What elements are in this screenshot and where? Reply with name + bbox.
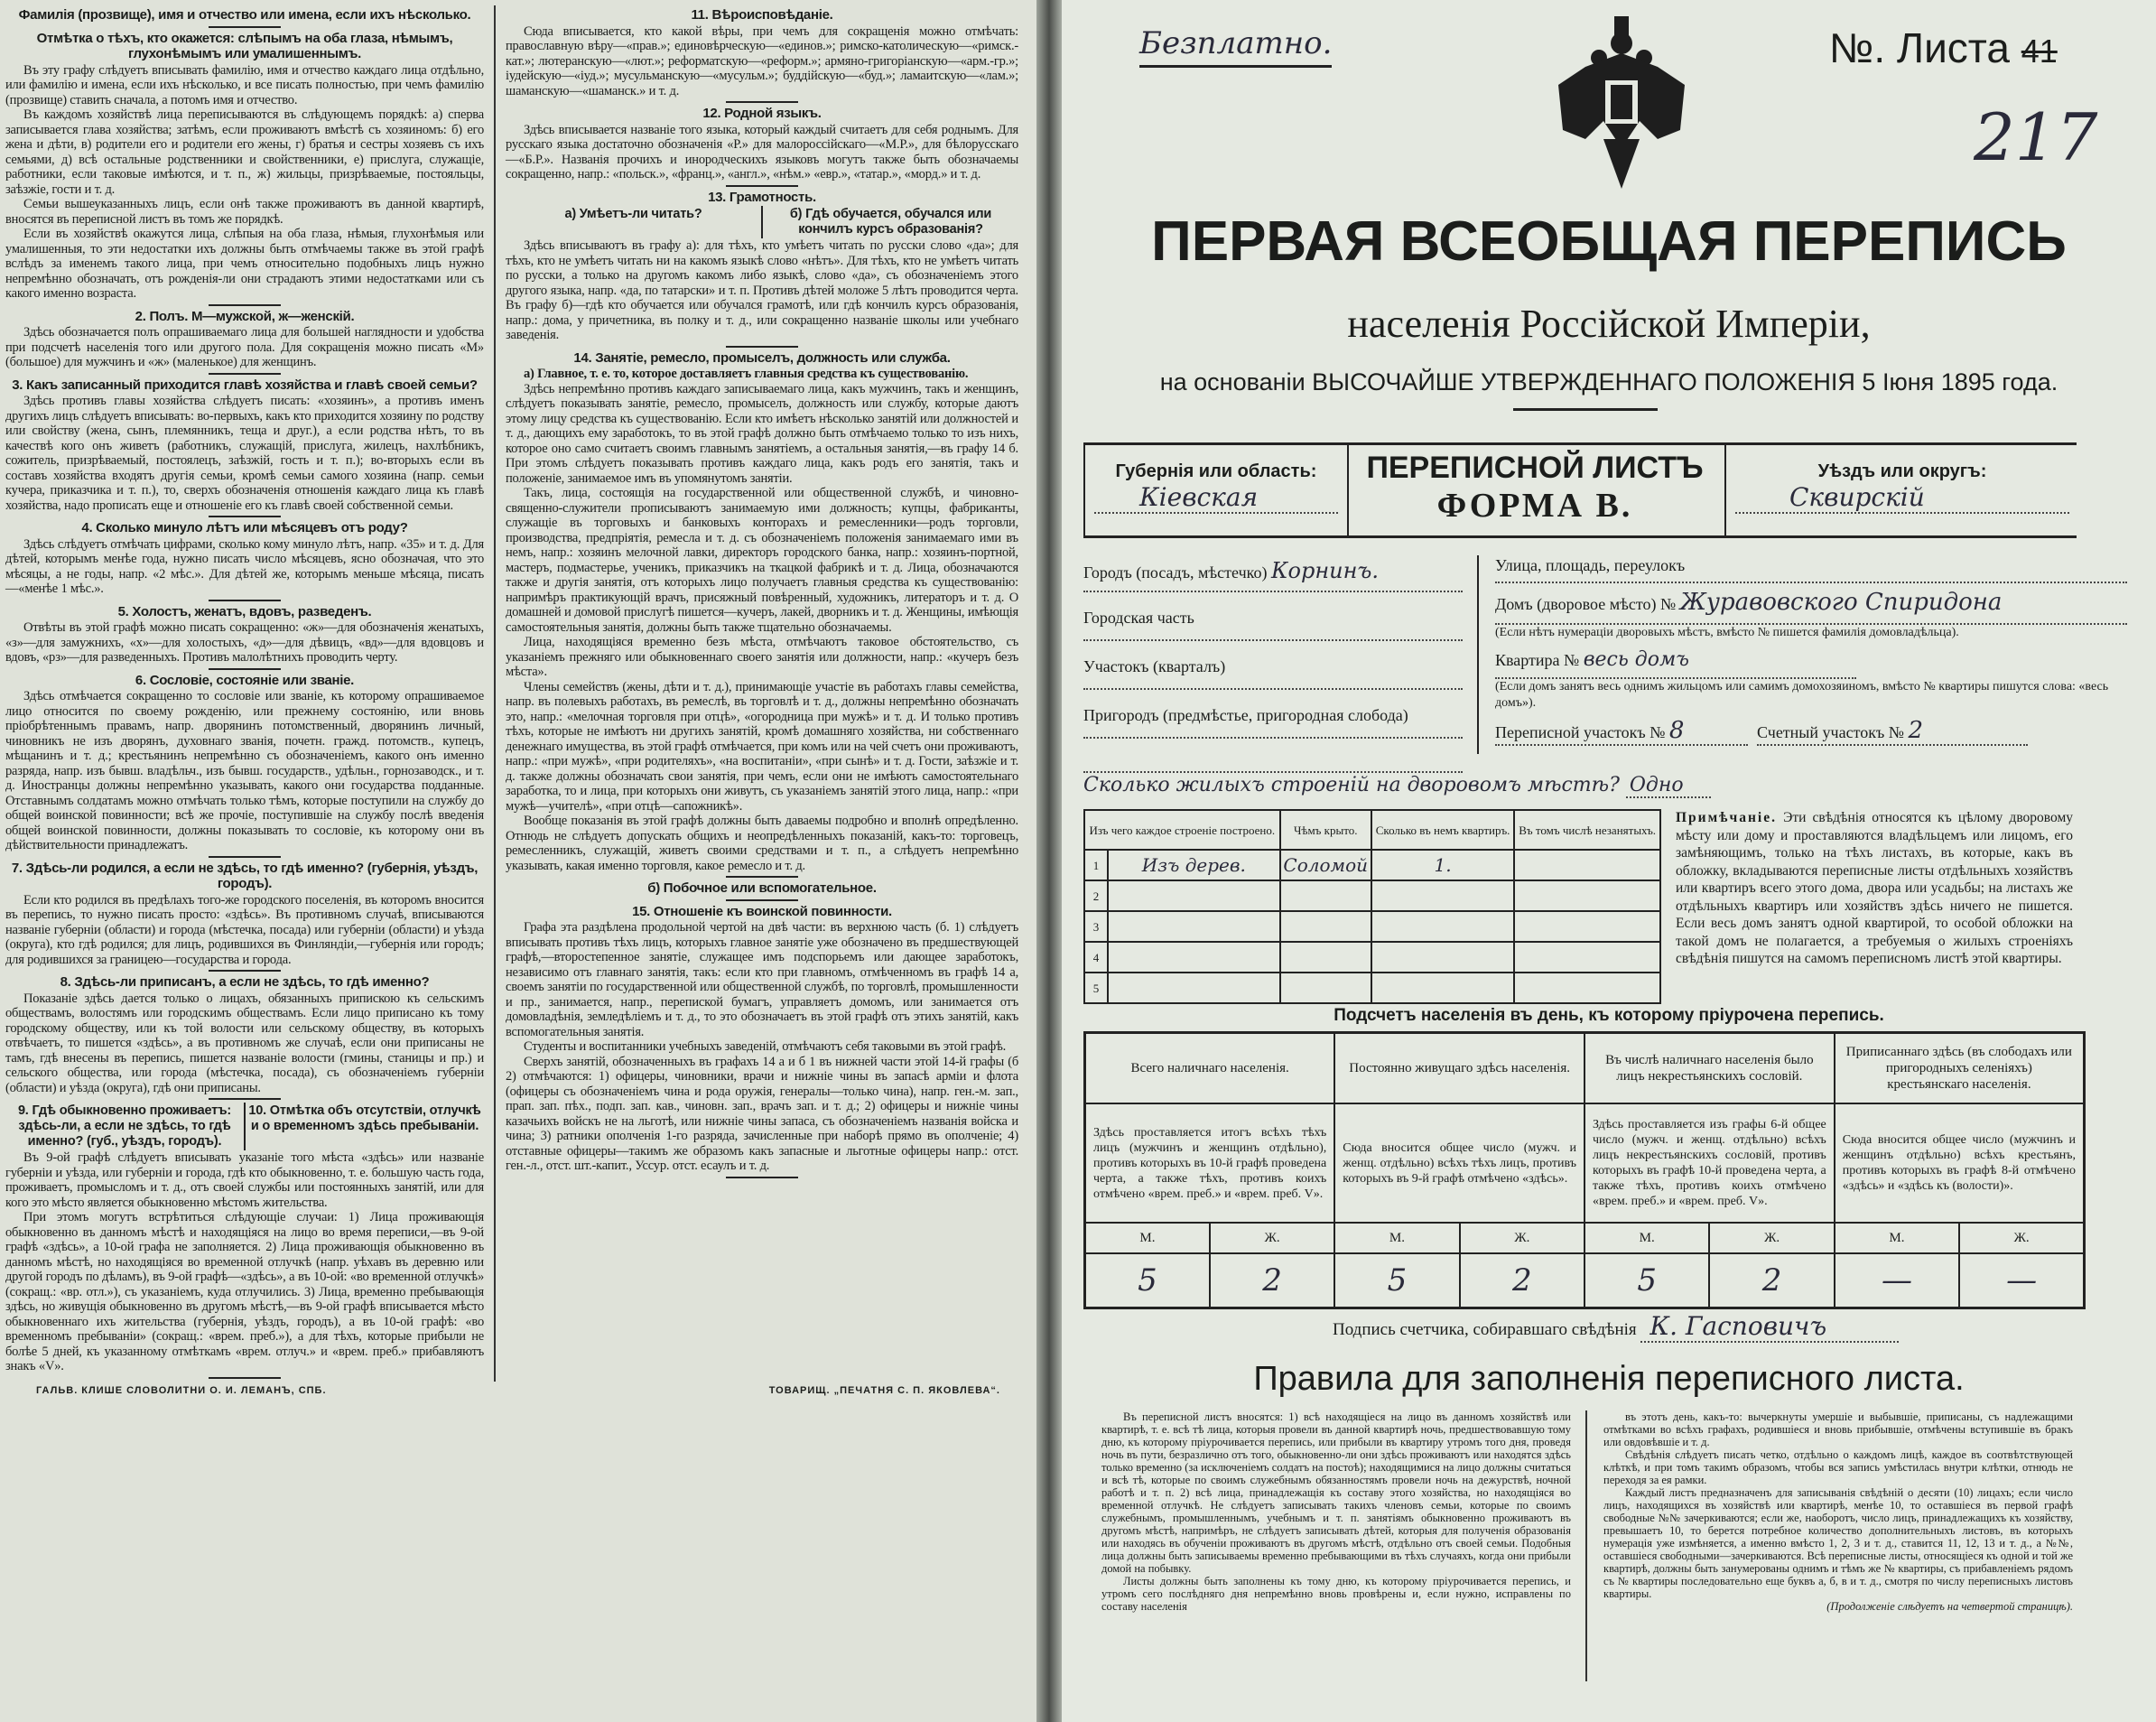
column-header: Постоянно живущаго здѣсь населенія. <box>1334 1033 1584 1104</box>
section-heading: 7. Здѣсь-ли родился, а если не здѣсь, то гдѣ именно? (губернія, уѣздъ, городъ). <box>11 860 479 891</box>
section-rule <box>726 185 798 187</box>
districts-row <box>1495 717 2127 746</box>
paragraph: Въ 9-ой графѣ слѣдуетъ вписывать указаніе того мѣста «здѣсь» или названіе губерніи и уѣзда, или губерніи и города, гдѣ кто обыкновенно, т. е. большую часть года, проживаетъ, промысломъ и т. д., отъ своей службы или постоянныхъ занятій, или для кого это мѣсто является обыкновенно мѣстомъ жительства. <box>5 1150 484 1210</box>
count-m[interactable]: 5 <box>1334 1253 1459 1308</box>
apartment-label: Квартира № <box>1495 651 1580 669</box>
section-rule <box>726 346 798 348</box>
rules-paragraph: Въ переписной листъ вносятся: 1) всѣ находящіеся на лицо въ данномъ хозяйствѣ или квартирѣ, т. е. всѣ тѣ лица, которыя провели въ данной квартирѣ ночь, предшествовавшую тому дню, къ которому пріурочивается перепись, или прибыли въ квартиру утромъ того дня, проведя ночь въ пути, безразлично отъ того, обыкновенно-ли они здѣсь проживаютъ или находятся здѣсь только временно (за исключеніемъ солдатъ на постоѣ); находящимися на лицо должны считаться и всѣ тѣ, которые по своимъ служебнымъ обязанностямъ провели ночь на дежурствѣ, ночной работѣ и т. п. 2) всѣ лица, принадлежащія къ составу этого хозяйства, но находящіяся во временной отлучкѣ. Не слѣдуетъ записывать такихъ членовъ семьи, которые по своимъ служебнымъ, промышленнымъ, учебнымъ и т. п. занятіямъ обыкновенно проживаютъ въ другомъ мѣстѣ, напримѣръ, не слѣдуетъ записывать дѣтей, которыя для полученія образованія или находясь въ обученіи проживаютъ въ другомъ мѣстѣ, отдѣльно отъ своей семьи. Подобныя лица должны быть записываемы временно пребывающими въ тѣхъ случаяхъ, когда они прибыли домой на побывку. <box>1101 1410 1571 1575</box>
town-field[interactable] <box>1083 558 1463 592</box>
buildings-value[interactable]: Одно <box>1626 774 1711 798</box>
count-f[interactable]: 2 <box>1210 1253 1334 1308</box>
section-rule <box>209 304 281 306</box>
instructions-columns <box>0 0 1036 1382</box>
section-heading: Фамилія (прозвище), имя и отчество или имена, если ихъ нѣсколько. <box>18 7 471 23</box>
cell-apts[interactable] <box>1371 911 1514 942</box>
section-rule <box>209 970 281 972</box>
section-heading: Отмѣтка о тѣхъ, кто окажется: слѣпымъ на оба глаза, нѣмымъ, глухонѣмымъ или умалишеннымъ. <box>36 30 453 61</box>
header-row <box>1085 1033 2085 1104</box>
section-rule <box>209 26 281 28</box>
district-label: Уѣздъ или округъ: <box>1817 461 1987 481</box>
suburb-field[interactable] <box>1083 706 1463 739</box>
street-label: Улица, площадь, переулокъ <box>1495 556 1686 574</box>
sex-label: Ж. <box>1709 1223 1834 1253</box>
sex-label: М. <box>1334 1223 1459 1253</box>
column-header: Чѣмъ крыто. <box>1280 810 1371 850</box>
buildings-table <box>1083 809 1661 1004</box>
section-heading: б) Побочное или вспомогательное. <box>647 880 877 896</box>
house-value: Журавовского Спиридона <box>1679 589 2003 616</box>
table-row <box>1084 880 1660 911</box>
section-rule <box>209 668 281 670</box>
cell-n: 1 <box>1084 850 1108 880</box>
house-note: (Если нѣтъ нумераціи дворовыхъ мѣстъ, вмѣсто № пишется фамилія домовладѣльца). <box>1495 626 1959 639</box>
signature-label: Подпись счетчика, собиравшаго свѣдѣнія <box>1333 1320 1637 1339</box>
table-row <box>1084 850 1660 880</box>
paragraph: Графа эта раздѣлена продольной чертой на двѣ части: въ верхнюю часть (б. 1) слѣдуетъ вписывать противъ тѣхъ лицъ, которыхъ главное занятіе уже обозначено въ предшествующей графѣ,—второстепенное занятіе, служащее имъ подспорьемъ или дающее заработокъ, независимо отъ главнаго занятія, такъ: если кто при главномъ, отмѣченномъ въ графѣ 14 а, своемъ занятіи по государственной или общественной службѣ, по торговлѣ, промышленности и пр., занимается, напр., перепиской бумагъ, управляетъ домомъ, или занимается отъ домовладѣнія, земледѣліемъ и т. д., то это обозначаетъ въ этой графѣ отъ этихъ занятій, какъ вспомогательныя занятія. <box>506 920 1018 1039</box>
paragraph: Лица, находящіяся временно безъ мѣста, отмѣчаютъ таковое обстоятельство, съ указаніемъ прежняго или обыкновеннаго своего занятія или должности, напр.: «кучеръ безъ мѣста». <box>506 635 1018 679</box>
census-subtitle: населенія Россійской Имперіи, <box>1347 302 1871 346</box>
paragraph: Если кто родился въ предѣлахъ того-же городского поселенія, въ которомъ вносится въ перепись, то нужно писать просто: «здѣсь». Въ противномъ случаѣ, вписываются названіе губерніи (области) и города (мѣстечка, посада) или губерніи (области) и уѣзда (округа), кто гдѣ родился; для лицъ, родившихся въ Финляндіи,—губернія или городъ; для родившихся за границею—государства и города. <box>5 892 484 967</box>
cell-roof[interactable] <box>1280 973 1371 1003</box>
subheading: а) Главное, т. е. то, которое доставляетъ главныя средства къ существованію. <box>524 367 969 381</box>
sheet-number <box>1829 23 2058 72</box>
count-m[interactable]: 5 <box>1584 1253 1709 1308</box>
paragraph: Студенты и воспитанники учебныхъ заведеній, отмѣчаютъ себя таковыми въ этой графѣ. <box>524 1039 1007 1054</box>
precinct-label: Участокъ (кварталъ) <box>1083 657 1226 675</box>
count-m[interactable]: 5 <box>1085 1253 1210 1308</box>
table-row <box>1084 973 1660 1003</box>
table-row <box>1084 942 1660 973</box>
paragraph: Члены семействъ (жены, дѣти и т. д.), принимающіе участіе въ работахъ главы семейства, напр. въ полевыхъ работахъ, въ ремеслѣ, въ торговлѣ и т. д., должны непремѣнно обозначать это, напр.: «мелочная торговля при отцѣ», «огородница при мужѣ» и т. д. И только противъ тѣхъ, которые не имѣютъ ни другихъ занятій, кромѣ домашняго хозяйства, ни собственнаго денежнаго имущества, въ этой графѣ отмѣчается, при комъ или на чей счетъ они проживаютъ, напр.: «при мужѣ», «при родителяхъ», «на воспитаніи», «при сынѣ» и т. д. Гости, заѣзжіе и т. д. также должны обозначать свои занятія, при чемъ, если они не имѣютъ самостоятельнаго заработка, то и лица, при которыхъ они живутъ, съ указаніемъ занятій этого лица, напр.: «при мужѣ—учителѣ», «при отцѣ—сапожникѣ». <box>506 679 1018 814</box>
cell-apts[interactable] <box>1371 880 1514 911</box>
note-text: Эти свѣдѣнія относятся къ цѣлому дворовому мѣсту или дому и проставляются владѣльцемъ или лицомъ, его замѣняющимъ, только на тѣхъ листахъ, въ которые, какъ въ обложку, вкладываются переписные листы отдѣльныхъ хозяйствъ или квартиръ всего этого дома, двора или усадьбы; на листахъ же отдѣльныхъ квартиръ или хозяйствъ здѣсь ничего не пишется. Если весь домъ занятъ одной квартирой, то особой обложки на такой домъ не полагается, а требуемыя о жилыхъ строеніяхъ свѣдѣнія пишутся на самомъ переписномъ листѣ этой квартиры. <box>1676 810 2074 966</box>
census-district-label: Переписной участокъ № <box>1495 723 1666 741</box>
column-header: Всего наличнаго населенія. <box>1085 1033 1335 1104</box>
cell-apts[interactable] <box>1371 973 1514 1003</box>
split-subheading <box>506 206 1018 238</box>
cell-apts[interactable] <box>1371 942 1514 973</box>
cell-material[interactable] <box>1108 911 1280 942</box>
section-heading: 15. Отношеніе къ воинской повинности. <box>632 903 892 919</box>
count-f[interactable]: 2 <box>1460 1253 1584 1308</box>
census-title: ПЕРВАЯ ВСЕОБЩАЯ ПЕРЕПИСЬ <box>1151 210 2067 273</box>
sheet-number-label: №. Листа <box>1829 24 2010 71</box>
census-form-page <box>1062 0 2156 1722</box>
cell-roof[interactable]: Соломой <box>1280 850 1371 880</box>
section-heading: 3. Какъ записанный приходится главѣ хозяйства и главѣ своей семьи? <box>12 377 478 393</box>
book-gutter <box>1036 0 1062 1722</box>
imperial-eagle-emblem <box>1549 13 1694 193</box>
section-rule <box>209 516 281 517</box>
section-heading: 9. Гдѣ обыкновенно проживаетъ: здѣсь-ли, а если не здѣсь, то гдѣ именно? (губ., уѣздъ, городъ). <box>17 1103 232 1149</box>
section-rule <box>209 373 281 375</box>
column-header: Въ томъ числѣ незанятыхъ. <box>1514 810 1660 850</box>
paragraph: Здѣсь противъ главы хозяйства слѣдуетъ писать: «хозяинъ», а противъ именъ другихъ лицъ слѣдуетъ вписывать: во-первыхъ, какъ кто приходится хозяину по родству или свойству (жена, сынъ, племянникъ, теща и друг.), а если родства нѣтъ, то въ качествѣ кого онъ живетъ (работникъ, служащій, прислуга, жилецъ, нахлѣбникъ, сожитель, призрѣваемый, постоялецъ, заѣзжій, гость и т. п.); во-вторыхъ если въ составъ хозяйства входятъ другія семьи, кромѣ семьи самого хозяина (напр. семьи кучера, приказчика и т. п.), то, сверхъ обозначенія отношенія каждаго лица къ главѣ хозяйства, надо прописать еще и отношеніе его къ главѣ своей собственной семьи. <box>5 394 484 513</box>
form-title-block <box>1345 445 1724 526</box>
paragraph: При этомъ могутъ встрѣтиться слѣдующіе случаи: 1) Лица проживающія обыкновенно въ данномъ мѣстѣ и находящіяся на лицо во время переписи,—въ 9-ой графѣ «здѣсь», а 10-ой графа не заполняется. 2) Лица проживающія обыкновенно въ данномъ мѣстѣ, но находящіяся во временной отлучкѣ (напр. уѣхавъ въ деревню или другой городъ по дѣламъ), въ 9-ой графѣ—«здѣсь», а въ 10-ой: «во временной отлучкѣ» (сокращ.: «вр. отл.»), съ указаніемъ, куда отлучились. 3) Лица, временно пребывающія здѣсь, но живущія обыкновенно въ другомъ мѣстѣ,—въ 9-ой графѣ вписывается мѣсто обыкновеннаго ихъ жительства (губернія, уѣздъ, городъ), а въ 10-ой графѣ: «во временномъ пребываніи» (сокращ.: «врем. преб.»), а для тѣхъ, которые прибыли не болѣе 5 дней, къ указанному отмѣткамъ «врем. отлуч.» и «врем. преб.» прибавляютъ знакъ «V». <box>5 1210 484 1373</box>
table-row <box>1084 911 1660 942</box>
sex-label: М. <box>1835 1223 1959 1253</box>
census-district-value: 8 <box>1668 717 1685 744</box>
cell-n: 5 <box>1084 973 1108 1003</box>
house-field[interactable] <box>1495 589 2127 625</box>
description-row <box>1085 1103 2085 1223</box>
paragraph: Сюда вписывается, кто какой вѣры, при чемъ для сокращенія можно отмѣчать: православную вѣру—«прав.»; единовѣрческую—«единов.»; римско-католическую—«римск.-кат.»; лютеранскую—«лют.»; реформатскую—«реформ.»; армяно-григоріанскую—«арм.-гр.»; іудейскую—«іуд.»; мусульманскую—«мусульм.»; буддійскую—«буд.»; ламаитскую—«лам.»; шаманскую—«шаманск.» и т. д. <box>506 23 1018 98</box>
count-f[interactable]: — <box>1959 1253 2084 1308</box>
instructions-column-1 <box>5 5 496 1382</box>
precinct-field[interactable] <box>1083 657 1463 690</box>
sex-label: Ж. <box>1460 1223 1584 1253</box>
section-heading: 12. Родной языкъ. <box>702 106 822 121</box>
column-description: Сюда вносится общее число (мужч. и женщ. отдѣльно) всѣхъ тѣхъ лицъ, противъ которыхъ въ 9-й графѣ отмѣчено «здѣсь». <box>1334 1103 1584 1223</box>
paragraph: Здѣсь непремѣнно противъ каждаго записываемаго лица, какъ мужчинъ, такъ и женщинъ, слѣдуетъ показывать занятіе, ремесло, промыселъ, должность или службу, которые даютъ этому лицу средства къ существованію. Если кто имѣетъ нѣсколько занятій или должностей и т. д., дающихъ ему заработокъ, то въ этой графѣ должно быть отмѣчаемо только то изъ нихъ, которое оно само считаетъ своимъ главнымъ занятіемъ, а остальныя занятія,—въ графу 14 б. При этомъ слѣдуетъ показывать противъ каждаго лица, какъ родъ его занятія, такъ и положеніе, занимаемое имъ въ упомянутомъ занятіи. <box>506 381 1018 486</box>
count-district-label: Счетный участокъ № <box>1757 723 1904 741</box>
paragraph: Въ эту графу слѣдуетъ вписывать фамилію, имя и отчество каждаго лица отдѣльно, или фамилію и имена, если ихъ нѣсколько, и все писать полностью, при чемъ фамилію (прозвище) ставить сначала, а потомъ имя и отчество. <box>5 62 484 107</box>
rules-title: Правила для заполненія переписного листа. <box>1253 1360 1965 1398</box>
paragraph: Въ каждомъ хозяйствѣ лица переписываются въ слѣдующемъ порядкѣ: а) сперва записывается глава хозяйства; затѣмъ, если проживаютъ вмѣстѣ съ хозяиномъ: б) его жена и дѣти, в) родители его и родители его жены, г) братья и сестры хозяевъ съ ихъ семьями, д) всѣ остальные родственники и свойственники, е) прислуга, служащіе, работники, если таковые имѣются, и т. п., ж) жильцы, призрѣваемые, постояльцы, заѣзжіе, гости и т. д. <box>5 107 484 197</box>
paragraph: Семьи вышеуказанныхъ лицъ, если онѣ также проживаютъ въ данной квартирѣ, вносятся въ переписной листъ въ томъ же порядкѣ. <box>5 197 484 227</box>
title-rule <box>1513 408 1658 411</box>
section-rule <box>726 1177 798 1178</box>
rules-column-right <box>1603 1410 2073 1613</box>
sheet-number-struck: 41 <box>2021 33 2058 70</box>
cell-roof[interactable] <box>1280 911 1371 942</box>
count-title: Подсчетъ населенія въ день, къ которому пріурочена перепись. <box>1334 1006 1884 1025</box>
enumerator-signature <box>1333 1311 1899 1345</box>
cell-vacant[interactable] <box>1514 880 1660 911</box>
paragraph: Показаніе здѣсь дается только о лицахъ, обязанныхъ припискою къ сельскимъ обществамъ, волостямъ или городскимъ обществамъ. Если лицо приписано къ тому городскому обществу, или къ той волости или сельскому обществу, въ которыхъ отвѣчаетъ, то пишется «здѣсь», а въ противномъ же случаѣ, если они приписаны не тамъ, гдѣ внесены въ перепись, пишется названіе волости (гмины, станицы и пр.) и сельского общества, или города (мѣстечка, посада), съ обозначеніемъ губерніи (области) и уѣзда (округа), гдѣ они приписаны. <box>5 991 484 1095</box>
section-rule <box>726 899 798 901</box>
section-rule <box>209 600 281 601</box>
sex-label: Ж. <box>1210 1223 1334 1253</box>
province-label: Губернія или область: <box>1115 461 1317 481</box>
paragraph: Отвѣты въ этой графѣ можно писать сокращенно: «ж»—для обозначенія женатыхъ, «з»—для замужнихъ, «х»—для холостыхъ, «д»—для дѣвицъ, «вд»—для вдовцовъ и вдовъ, «рз»—для разведенныхъ. Противъ малолѣтнихъ проводить черту. <box>5 620 484 665</box>
rules-paragraph: Каждый листъ предназначенъ для записыванія свѣдѣній о десяти (10) лицахъ; если число лицъ, находящихся въ хозяйствѣ или квартирѣ, менѣе 10, то оставшіеся въ первой графѣ свободные №№ зачеркиваются; если же, наоборотъ, число лицъ, принадлежащихъ къ хозяйству, превышаетъ 10, то берется потребное количество дополнительныхъ листовъ, въ которыхъ нумерація уже измѣняется, а именно вмѣсто 1, 2, 3 и т. д., ставится 11, 12, 13 и т. д., а №№, оставшіеся свободными—зачеркиваются. Всѣ переписные листы, относящіеся къ одной и той же квартирѣ, должны быть занумерованы однимъ и тѣмъ же № квартиры, съ прибавленіемъ рядомъ съ № квартиры последовательно еще буквъ а, б, в и т. д., смотря по числу переписныхъ листовъ квартиры. <box>1603 1486 2073 1600</box>
cell-roof[interactable] <box>1280 880 1371 911</box>
buildings-question-label: Сколько жилыхъ строеній на дворовомъ мѣстѣ? <box>1083 774 1620 796</box>
values-row <box>1085 1253 2085 1308</box>
rules-divider <box>1585 1410 1587 1681</box>
count-district-value: 2 <box>1908 717 1923 744</box>
rules-column-left <box>1101 1410 1571 1613</box>
paragraph: Здѣсь вписывается названіе того языка, который каждый считаетъ для себя роднымъ. Для русскаго языка достаточно обозначенія «Р.» для малороссійскаго—«М.Р.», для бѣлорусскаго—«Б.Р.». Названія прочихъ и инородческихъ языковъ могутъ также быть обозначаемы сокращенно, напр.: «польск.», «франц.», «англ.», «нѣм.» «евр.», «татар.», «морд.» и т. д. <box>506 122 1018 182</box>
town-label: Городъ (посадъ, мѣстечко) <box>1083 563 1268 582</box>
census-district-field[interactable] <box>1495 717 1748 746</box>
cell-n: 3 <box>1084 911 1108 942</box>
section-rule <box>726 101 798 103</box>
subheading: б) Гдѣ обучается, обучался или кончилъ курсъ образованія? <box>761 206 1018 238</box>
rules-continued: (Продолженіе слѣдуетъ на четвертой страницѣ). <box>1826 1600 2073 1613</box>
left-page <box>0 0 1036 1722</box>
apartment-note: (Если домъ занятъ весь однимъ жильцомъ или самимъ домохозяиномъ, вмѣсто № квартиры пишутся слова: «весь домъ»). <box>1495 680 2109 710</box>
section-heading: 13. Грамотность. <box>708 189 816 205</box>
sheet-number-handwritten: 217 <box>1974 99 2098 175</box>
district-value[interactable]: Сквирскій <box>1735 482 2069 514</box>
column-header: Изъ чего каждое строеніе построено. <box>1084 810 1280 850</box>
form-letter: ФОРМА В. <box>1436 487 1633 525</box>
province-value[interactable]: Кіевская <box>1094 482 1338 514</box>
column-header: Приписаннаго здѣсь (въ слободахъ или пригородныхъ селеніяхъ) крестьянскаго населенія. <box>1835 1033 2085 1104</box>
section-heading: 6. Сословіе, состояніе или званіе. <box>135 672 355 688</box>
buildings-note <box>1676 809 2073 968</box>
paragraph: Сверхъ занятій, обозначенныхъ въ графахъ 14 а и б 1 въ нижней части этой 14-й графы (б 2) отмѣчаются: 1) офицеры, чиновники, врачи и нижніе чины въ запасѣ арміи и флота (офицеры съ обозначеніемъ чина и рода оружія, генералы—только чина), напр. ген.-м. зап., прап. зап. пѣх., подп. зап. кав., чиновн. зап., врачъ зап. и т. д.; 2) офицеры и нижніе чины казачьихъ войскъ не на льготѣ, или нижніе чины запаса, съ обозначеніемъ названія войска и чина; 3) ратники ополченія 1-го разряда, зачисленные при наборѣ прямо въ ополченіе; 4) отставные офицеры—такимъ же образомъ какъ запасные и льготные офицеры напр.: отст. ген.-л., отст. шт.-капит., Уссур. отст. есаулъ и т. д. <box>506 1054 1018 1173</box>
address-left <box>1083 558 1463 773</box>
apartment-value: весь домъ <box>1583 648 1689 671</box>
section-rule <box>726 876 798 878</box>
cell-roof[interactable] <box>1280 942 1371 973</box>
town-part-label: Городская часть <box>1083 609 1194 627</box>
paragraph: Если въ хозяйствѣ окажутся лица, слѣпыя на оба глаза, нѣмыя, глухонѣмыя или умалишенныя, то эти недостатки ихъ должны быть отмѣчаемы также въ этой графѣ вслѣдъ за именемъ такого лица, при чемъ относительно подобныхъ лицъ нужно непремѣнно обозначать, отъ рожденія-ли они страдаютъ этими недостатками или съ какого именно возраста. <box>5 227 484 301</box>
section-rule <box>209 856 281 858</box>
suburb-label: Пригородъ (предмѣстье, пригородная слобода) <box>1083 706 1408 724</box>
free-label: Безплатно. <box>1139 25 1332 68</box>
rules-paragraph: Листы должны быть заполнены къ тому дню, къ которому пріурочивается перепись, и утромъ сего послѣдняго дня непремѣнно вновь провѣрены и, если нужно, исправлены по составу населенія <box>1101 1575 1571 1613</box>
paragraph: Вообще показанія въ этой графѣ должны быть даваемы подробно и вполнѣ опредѣленно. Отнюдь не слѣдуетъ допускать общихъ и неопредѣленныхъ показаній, какъ-то: торговецъ, ремесленникъ, служащій, живетъ своими средствами и т. п., а слѣдуетъ непремѣнно указывать, какая именно торговля, какое ремесло и т. д. <box>506 814 1018 873</box>
cell-vacant[interactable] <box>1514 973 1660 1003</box>
sex-label: М. <box>1085 1223 1210 1253</box>
paragraph: Такъ, лица, состоящія на государственной или общественной службѣ, и чиновно-священно-служители прописываютъ занимаемую ими должность; купцы, фабриканты, служащіе въ торговыхъ и банковыхъ конторахъ и ремесленники—родъ торговли, производства, предпріятія, ремесла и т. д. съ обозначеніемъ положенія занимаемаго ими въ немъ, напр.: хозяинъ мелочной лавки, директоръ городского банка, напр.: хозяинъ-портной, мастеръ, подмастерье, ученикъ, приказчикъ на ткацкой фабрикѣ и т. д. Лица, обозначаются также и другія занятія, отъ которыхъ лицо получаетъ главныя средства къ существованію: напримѣръ практикующій врачъ, присяжный повѣренный, художникъ, литераторъ и т. д. О домашней и домовой прислугѣ пишется—кучеръ, лакей, дворникъ и т. д. Женщины, имѣющія самостоятельныя занятія, должны быть также тщательно обозначаемы. <box>506 486 1018 635</box>
note-label: Примѣчаніе. <box>1676 810 1777 825</box>
column-header: Въ числѣ наличнаго населенія было лицъ некрестьянскихъ сословій. <box>1584 1033 1835 1104</box>
paragraph: Здѣсь обозначается полъ опрашиваемаго лица для большей наглядности и удобства при подсчетѣ населенія того или другого пола. Для сокращенія можно писать «М» (большое) для мужчинъ и «ж» (маленькое) для женщинъ. <box>5 325 484 369</box>
printer-footer <box>0 1382 1036 1401</box>
suburb-extra-line[interactable] <box>1083 748 1463 773</box>
form-title: ПЕРЕПИСНОЙ ЛИСТЪ <box>1366 451 1704 485</box>
street-field[interactable] <box>1495 556 2127 583</box>
count-f[interactable]: 2 <box>1709 1253 1834 1308</box>
paragraph: Здѣсь слѣдуетъ отмѣчать цифрами, сколько кому минуло лѣтъ, напр. «35» и т. д. Для дѣтей, которымъ менѣе года, нужно писать число мѣсяцевъ, ясно обозначая, что это мѣсяцы, а не годы, напр. «2 мѣс.». Для дѣтей же, которымъ меньше мѣсяца, писать—«менѣе 1 мѣс.». <box>5 536 484 596</box>
town-part-field[interactable] <box>1083 609 1463 641</box>
town-value: Корнинъ. <box>1270 558 1380 583</box>
address-right <box>1495 556 2127 746</box>
subheading: а) Умѣетъ-ли читать? <box>564 207 702 221</box>
address-divider <box>1477 555 1479 754</box>
cell-material[interactable]: Изъ дерев. <box>1108 850 1280 880</box>
cell-material[interactable] <box>1108 880 1280 911</box>
sex-label: М. <box>1584 1223 1709 1253</box>
section-heading: 8. Здѣсь-ли приписанъ, а если не здѣсь, то гдѣ именно? <box>60 974 430 990</box>
cell-vacant[interactable] <box>1514 942 1660 973</box>
section-heading: 11. Вѣроисповѣданіе. <box>691 7 833 23</box>
rules-paragraph: Свѣдѣнія слѣдуетъ писать четко, отдѣльно о каждомъ лицѣ, каждое въ соотвѣтствующей клѣткѣ, и при томъ такимъ образомъ, чтобы вся запись умѣстилась внутри клѣтки, отнюдь не переходя за ея рамки. <box>1603 1448 2073 1486</box>
column-description: Сюда вносится общее число (мужчинъ и женщинъ отдѣльно) всѣхъ крестьянъ, противъ которыхъ въ графѣ 8-й отмѣчено «здѣсь» и «здѣсь къ (волости)». <box>1835 1103 2085 1223</box>
province-field <box>1083 445 1349 535</box>
count-m[interactable]: — <box>1835 1253 1959 1308</box>
signature-value[interactable]: К. Гасповичъ <box>1640 1311 1899 1343</box>
cell-material[interactable] <box>1108 942 1280 973</box>
section-heading: 10. Отмѣтка объ отсутствіи, отлучкѣ и о временномъ здѣсь пребываніи. <box>244 1103 484 1150</box>
rules-paragraph: въ этотъ день, какъ-то: вычеркнуты умершіе и выбывшіе, приписаны, съ надлежащими отмѣтками во всѣхъ графахъ, родившіеся и вновь прибывшіе, отмѣчены вступившіе въ бракъ или овдовѣвшіе и т. д. <box>1603 1410 2073 1448</box>
buildings-question <box>1083 773 1711 798</box>
cell-n: 2 <box>1084 880 1108 911</box>
cell-vacant[interactable] <box>1514 911 1660 942</box>
section-rule <box>209 1098 281 1100</box>
cell-material[interactable] <box>1108 973 1280 1003</box>
printer-footer-right: ТОВАРИЩ. „ПЕЧАТНЯ С. П. ЯКОВЛЕВА“. <box>768 1384 1000 1396</box>
legal-basis: на основаніи ВЫСОЧАЙШЕ УТВЕРЖДЕННАГО ПОЛОЖЕНІЯ 5 Іюня 1895 года. <box>1159 368 2058 396</box>
printer-footer-left: ГАЛЬВ. КЛИШЕ СЛОВОЛИТНИ О. И. ЛЕМАНЪ, СПБ. <box>36 1384 327 1396</box>
column-description: Здѣсь проставляется изъ графы 6-й общее число (мужч. и женщ. отдѣльно) всѣхъ лицъ некрестьянскихъ сословій, противъ которыхъ въ графѣ 10-й проведена черта, а также тѣхъ, противъ коихъ отмѣчено «врем. преб.» и «врем. преб. V». <box>1584 1103 1835 1223</box>
form-header-box <box>1083 442 2077 538</box>
cell-apts[interactable]: 1. <box>1371 850 1514 880</box>
population-count-table <box>1083 1031 2086 1309</box>
house-label: Домъ (дворовое мѣсто) № <box>1495 595 1677 613</box>
section-heading: 2. Полъ. М—мужской, ж—женскій. <box>135 308 355 324</box>
column-header: Сколько въ немъ квартиръ. <box>1371 810 1514 850</box>
section-heading: 14. Занятіе, ремесло, промыселъ, должность или служба. <box>573 349 951 366</box>
cell-vacant[interactable] <box>1514 850 1660 880</box>
district-field <box>1724 445 2078 535</box>
split-heading <box>5 1103 484 1150</box>
column-description: Здѣсь проставляется итогъ всѣхъ тѣхъ лицъ (мужчинъ и женщинъ отдѣльно), противъ которыхъ въ 10-й графѣ проведена черта, а также тѣхъ, противъ коихъ отмѣчено «врем. преб.» и «врем. преб. V». <box>1085 1103 1335 1223</box>
section-heading: 5. Холостъ, женатъ, вдовъ, разведенъ. <box>117 603 372 619</box>
apartment-field[interactable] <box>1495 648 1856 679</box>
sex-row <box>1085 1223 2085 1253</box>
cell-n: 4 <box>1084 942 1108 973</box>
sex-label: Ж. <box>1959 1223 2084 1253</box>
section-heading: 4. Сколько минуло лѣтъ или мѣсяцевъ отъ роду? <box>81 520 408 535</box>
section-rule <box>209 1377 281 1379</box>
paragraph: Здѣсь вписываютъ въ графу а): для тѣхъ, кто умѣетъ читать по русски слово «да»; для тѣхъ, кто не умѣетъ читать ни на какомъ языкѣ слово «нѣтъ». Для тѣхъ, кто не умѣетъ читать по русски, а только на другомъ какомъ либо языкѣ, слово «да», съ обозначеніемъ этого другого языка, напр. «да, по татарски» и т. п. Противъ дѣтей моложе 5 лѣтъ проводится черта. Въ графу б)—гдѣ кто обучается или обучался грамотѣ, или гдѣ кончилъ курсъ образованія, напр.: дома, у причетника, въ полку и т. д., или сокращенно названіе школы или учебнаго заведенія. <box>506 238 1018 342</box>
instructions-column-2 <box>496 5 1018 1382</box>
count-district-field[interactable] <box>1757 717 2028 746</box>
paragraph: Здѣсь отмѣчается сокращенно то сословіе или званіе, къ которому опрашиваемое лицо относится по своему рожденію, или прежнему состоянію, или вновь пріобрѣтеннымъ правамъ, напр. дворянинъ потомственный, дворянинъ личный, чиновникъ не изъ дворянъ, духовнаго званія, почетн. гражд. потомств., купецъ, мѣщанинъ и т. д.; крестьянинъ непремѣнно съ обозначеніемъ, какого онъ именно разряда, напр. изъ бывш. владѣльч., изъ бывш. государств., удѣльн., горнозаводск., и т. д. Иностранцы должны непремѣнно указывать, какого они государства подданные. Отставнымъ солдатамъ можно отмѣчать только тѣмъ, которые поступили на службу до общей воинской повинности; всѣ же прочіе, поступившіе на службу послѣ введенія общей воинской повинности, должны показывать то сословіе, къ которому они въ дѣйствительности принадлежатъ. <box>5 689 484 852</box>
table-header-row <box>1084 810 1660 850</box>
